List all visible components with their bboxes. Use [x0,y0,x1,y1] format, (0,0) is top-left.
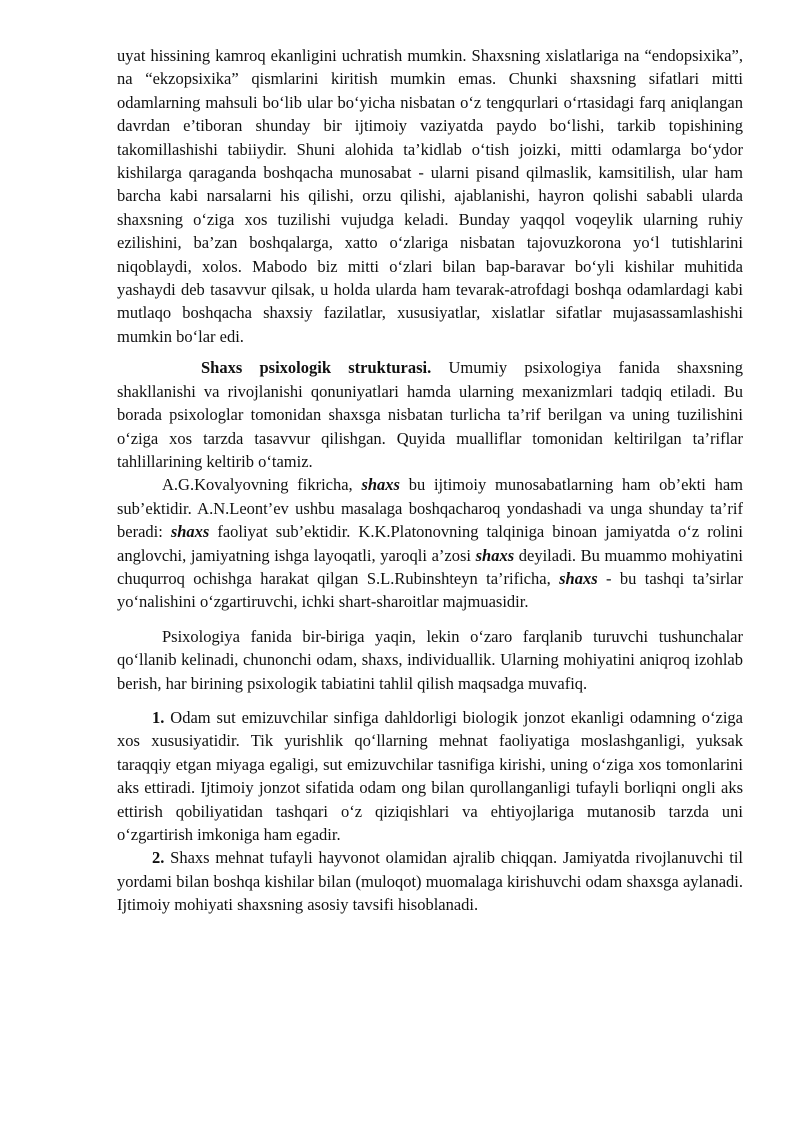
numbered-item [117,706,743,846]
term-shaxs: shaxs [361,475,400,495]
item-number: 2. [152,848,165,868]
p3-text-a: A.G.Kovalyovning fikricha, [162,475,362,495]
paragraph-2-text: Umumiy psixologiya fanida shaxsning shakllanishi va rivojlanishi qonuniyatlari hamda ularning mexanizmlari tadqiq etiladi. Bu borada psixologlar tomonidan shaxsga nisbatan turlicha ta’rif berilgan va uning tuzilishini o‘ziga xos tarzda tasavvur qilishgan. Quyida mualliflar tomonidan keltirilgan ta’riflar tahlillarining keltirib o‘tamiz. [117,358,743,471]
term-shaxs: shaxs [170,522,210,542]
item-number: 1. [152,707,165,727]
term-shaxs: shaxs [559,568,598,588]
paragraph-2 [117,356,743,473]
paragraph-1: uyat hissining kamroq ekanligini uchratish mumkin. Shaxsning xislatlariga na “endopsixika”, na “ekzopsixika” qismlarini kiritish mumkin emas. Chunki shaxsning sifatlari mitti odamlarning mahsuli bo‘lib ular bo‘yicha nisbatan o‘z tengqurlari o‘rtasidagi farq aniqlangan davrdan e’tiboran shunday bir ijtimoiy vaziyatda paydo bo‘lishi, tarkib topishining takomillashishi tabiiydir. Shuni alohida ta’kidlab o‘tish joizki, mitti odamlarga bo‘ydor kishilarga qaraganda boshqacha munosabat - ularni pisand qilmaslik, kamsitilish, ular ham barcha kabi narsalarni his qilishi, orzu qilishi, ajablanishi, hayron qolishi sababli ularda shaxsning o‘ziga xos tuzilishi vujudga keladi. Bunday yaqqol voqeylik ularning ruhiy ezilishini, ba’zan boshqalarga, xatto o‘zlariga nisbatan tajovuzkorona yo‘l tutishlarini niqoblaydi, xolos. Mabodo biz mitti o‘zlari bilan bap-baravar bo‘yli kishilar muhitida yashaydi deb tasavvur qilsak, u holda ularda ham tevarak-atrofdagi boshqa odamlardagi kabi mutlaqo boshqacha shaxsiy fazilatlar, xususiyatlar, xislatlar sifatlar mujasassamlashishi mumkin bo‘lar edi. [117,46,743,346]
p3-text-d: deyiladi. Bu muammo mohiyatini chuqurroq ochishga harakat qilgan S.L.Rubinshteyn ta’rificha, [117,545,743,588]
term-shaxs: shaxs [475,545,515,565]
item-text: Shaxs mehnat tufayli hayvonot olamidan ajralib chiqqan. Jamiyatda rivojlanuvchi til yordami bilan boshqa kishilar bilan (muloqot) muomalaga kirishuvchi odam shaxsga aylanadi. Ijtimoiy mohiyati shaxsning asosiy tavsifi hisoblanadi. [117,848,743,915]
p3-text-e: - bu tashqi ta’sirlar yo‘nalishini o‘zgartiruvchi, ichki shart-sharoitlar majmuasidir. [117,568,743,612]
item-text: Odam sut emizuvchilar sinfiga dahldorligi biologik jonzot ekanligi odamning o‘ziga xos xususiyatidir. Tik yurishlik qo‘llarning mehnat faoliyatiga moslashganligi, yuksak taraqqiy etgan miyaga egaligi, sut emizuvchilar tasnifiga kirishi, uning o‘ziga xos tomonlarini aks ettiradi. Ijtimoiy jonzot sifatida odam ong bilan qurollanganligi tufayli borliqni ongli aks ettirish qobiliyatidan tashqari o‘z qiziqishlari va ehtiyojlariga mutanosib tarzda uni o‘zgartirish imkoniga ham egadir. [117,707,743,844]
section-heading: Shaxs psixologik strukturasi. [201,358,432,378]
paragraph-4: Psixologiya fanida bir-biriga yaqin, lekin o‘zaro farqlanib turuvchi tushunchalar qo‘llanib kelinadi, chunonchi odam, shaxs, individuallik. Ularning mohiyatini aniqroq izohlab berish, har birining psixologik tabiatini tahlil qilish maqsadga muvafiq. [117,626,743,693]
numbered-item [117,846,743,916]
p3-text-b: bu ijtimoiy munosabatlarning ham ob’ekti ham sub’ektidir. A.N.Leont’ev ushbu masalaga boshqacharoq yondashadi va unga shunday ta’rif beradi: [117,475,744,542]
p3-text-c: faoliyat sub’ektidir. K.K.Platonovning talqiniga binoan jamiyatda o‘z rolini anglovchi, jamiyatning ishga layoqatli, yaroqli a’zosi [117,522,743,565]
paragraph-3 [117,473,743,613]
